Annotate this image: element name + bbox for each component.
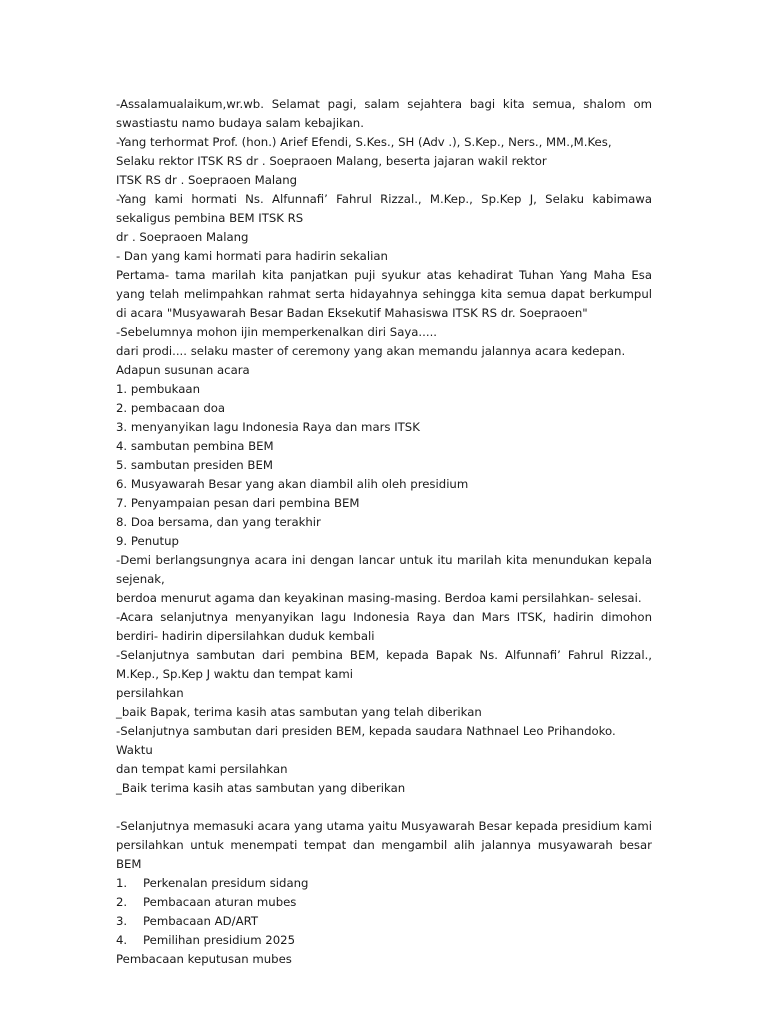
rector-institution: ITSK RS dr . Soepraoen Malang (116, 173, 298, 187)
agenda-item: 4. sambutan pembina BEM (116, 439, 274, 453)
audience-greeting: - Dan yang kami hormati para hadirin sekalian (116, 249, 388, 263)
presidium-list-item (116, 931, 652, 950)
agenda-item: 2. pembacaan doa (116, 401, 226, 415)
agenda-item: 3. menyanyikan lagu Indonesia Raya dan mars ITSK (116, 420, 420, 434)
agenda-item: 1. pembukaan (116, 382, 200, 396)
presidium-list-item (116, 874, 652, 893)
list-number: 3. (116, 914, 128, 928)
president-speech-invite: dan tempat kami persilahkan (116, 762, 288, 776)
agenda-item: 7. Penyampaian pesan dari pembina BEM (116, 496, 360, 510)
advisor-speech-thanks: _baik Bapak, terima kasih atas sambutan yang telah diberikan (116, 705, 482, 719)
list-number: 4. (116, 933, 128, 947)
advisor-institution: dr . Soepraoen Malang (116, 230, 249, 244)
prayer-instruction: berdoa menurut agama dan keyakinan masing-masing. Berdoa kami persilahkan- selesai. (116, 591, 642, 605)
presidium-list-item (116, 893, 652, 912)
list-number: 1. (116, 876, 128, 890)
list-text: Pembacaan aturan mubes (143, 895, 297, 909)
prayer-invitation: -Demi berlangsungnya acara ini dengan lancar untuk itu marilah kita menundukan kepala sejenak, (116, 553, 652, 586)
greeting-paragraph: -Assalamualaikum,wr.wb. Selamat pagi, salam sejahtera bagi kita semua, shalom om swastiastu namo budaya salam kebajikan. (116, 97, 652, 130)
rector-greeting: -Yang terhormat Prof. (hon.) Arief Efendi, S.Kes., SH (Adv .), S.Kep., Ners., MM.,M.Kes, Selaku rektor ITSK RS dr . Soepraoen Malang, beserta jajaran wakil rektor (116, 135, 612, 168)
advisor-greeting: -Yang kami hormati Ns. Alfunnafi’ Fahrul Rizzal., M.Kep., Sp.Kep J, Selaku kabimawa sekaligus pembina BEM ITSK RS (116, 192, 652, 225)
list-text: Pemilihan presidium 2025 (143, 933, 296, 947)
list-text: Pembacaan AD/ART (143, 914, 258, 928)
president-speech-thanks: _Baik terima kasih atas sambutan yang diberikan (116, 781, 406, 795)
main-event-paragraph: -Selanjutnya memasuki acara yang utama yaitu Musyawarah Besar kepada presidium kami persilahkan untuk menempati tempat dan mengambil alih jalannya musyawarah besar BEM (116, 819, 652, 871)
list-text: Perkenalan presidum sidang (143, 876, 309, 890)
blank-line (116, 798, 652, 817)
president-speech-intro: -Selanjutnya sambutan dari presiden BEM, kepada saudara Nathnael Leo Prihandoko. Waktu (116, 724, 616, 757)
agenda-item: 6. Musyawarah Besar yang akan diambil alih oleh presidium (116, 477, 469, 491)
presidium-list-item (116, 912, 652, 931)
agenda-item: 5. sambutan presiden BEM (116, 458, 273, 472)
advisor-speech-invite: persilahkan (116, 686, 184, 700)
advisor-speech-intro: -Selanjutnya sambutan dari pembina BEM, kepada Bapak Ns. Alfunnafi’ Fahrul Rizzal., M.Kep., Sp.Kep J waktu dan tempat kami (116, 648, 652, 681)
closing-line: Pembacaan keputusan mubes (116, 952, 292, 966)
agenda-item: 9. Penutup (116, 534, 179, 548)
agenda-item: 8. Doa bersama, dan yang terakhir (116, 515, 321, 529)
anthem-paragraph: -Acara selanjutnya menyanyikan lagu Indonesia Raya dan Mars ITSK, hadirin dimohon berdiri- hadirin dipersilahkan duduk kembali (116, 610, 652, 643)
document-body (116, 95, 652, 969)
mc-introduction: -Sebelumnya mohon ijin memperkenalkan diri Saya..... (116, 325, 438, 339)
gratitude-paragraph: Pertama- tama marilah kita panjatkan puji syukur atas kehadirat Tuhan Yang Maha Esa yang telah melimpahkan rahmat serta hidayahnya sehingga kita semua dapat berkumpul di acara "Musyawarah Besar Badan Eksekutif Mahasiswa ITSK RS dr. Soepraoen" (116, 268, 652, 320)
agenda-intro: dari prodi.... selaku master of ceremony yang akan memandu jalannya acara kedepan. Adapun susunan acara (116, 344, 626, 377)
list-number: 2. (116, 895, 128, 909)
